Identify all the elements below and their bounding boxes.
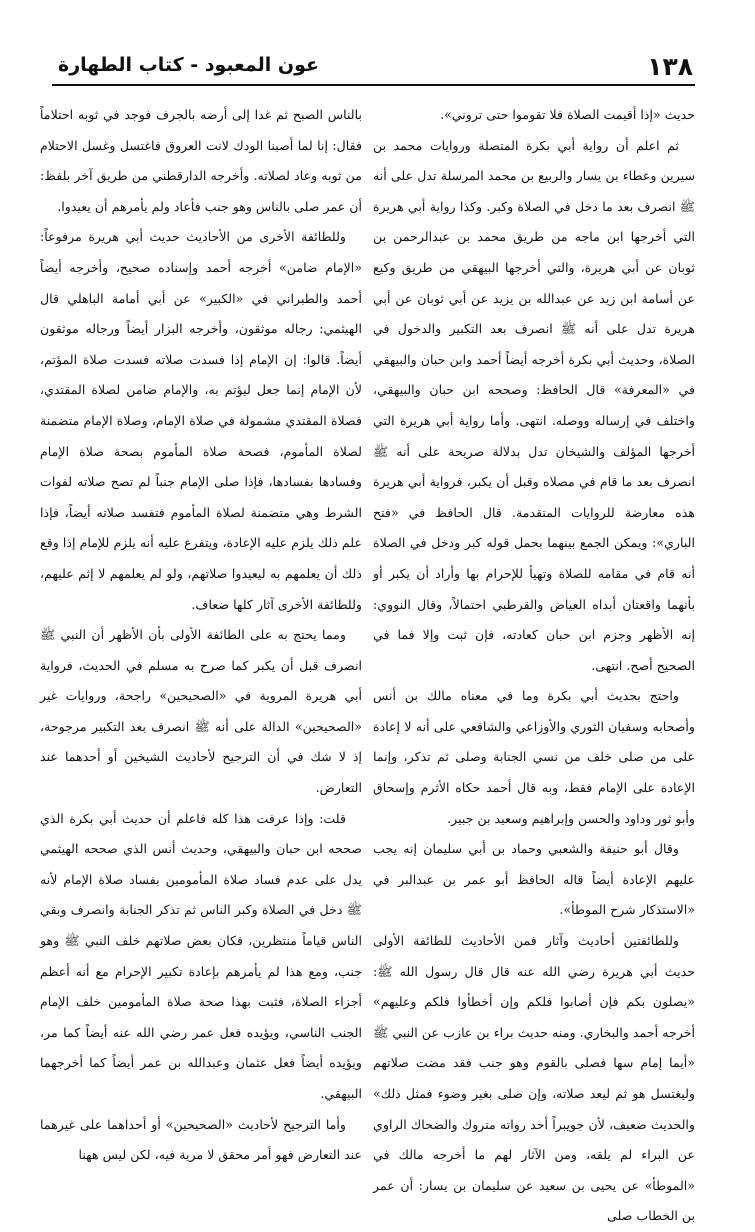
paragraph: ثم اعلم أن رواية أبي بكرة المتصلة وروايات محمد بن سيرين وعطاء بن يسار والربيع بن محمد المرسلة تدل على أنه ﷺ انصرف بعد ما دخل في الصلاة وكبر. وكذا رواية أبي هريرة التي أخرجها ابن ماجه من طريق محمد بن عبدالرحمن بن ثوبان عن أبي هريرة، والتي أخرجها البيهقي من طريق وكيع عن أسامة ابن زيد عن عبدالله بن يزيد عن أبي ثوبان عن أبي هريرة تدل على أنه ﷺ انصرف بعد التكبير والدخول في الصلاة، وحديث أبي بكرة أخرجه أيضاً أحمد وابن حبان والبيهقي في «المعرفة» قال الحافظ: وصححه ابن حبان والبيهقي، واختلف في إرساله ووصله. انتهى. وأما رواية أبي هريرة التي أخرجها المؤلف والشيخان تدل بدلالة صريحة على أنه ﷺ انصرف بعد ما قام في مصلاه وقبل أن يكبر، فرواية أبي هريرة هذه معارضة للروايات المتقدمة. قال الحافظ في «فتح الباري»: ويمكن الجمع بينهما بحمل قوله كبر ودخل في الصلاة أنه قام في مقامه للصلاة وتهيأ للإحرام بها وأراد أن يكبر أو بأنهما واقعتان أبداه العياض والقرطبي احتمالاً، وقال النووي: إنه الأظهر وجزم ابن حبان كعادته، فإن ثبت وإلا فما في الصحيح أصح. انتهى. <box>373 137 695 673</box>
running-title: عون المعبود - كتاب الطهارة <box>58 54 319 76</box>
right-text-column <box>373 100 695 1224</box>
page-number: ١٣٨ <box>647 52 693 81</box>
paragraph: وقال أبو حنيفة والشعبي وحماد بن أبي سليمان إنه يجب عليهم الإعادة أيضاً قاله الحافظ أبو عمر بن عبدالبر في «الاستذكار شرح الموطأ». <box>373 841 695 918</box>
paragraph: وأما الترجيح لأحاديث «الصحيحين» أو أحداهما على غيرهما عند التعارض فهو أمر محقق لا مرية فيه، لكن ليس ههنا <box>40 1116 362 1163</box>
paragraph: واحتج بحديث أبي بكرة وما في معناه مالك بن أنس وأصحابه وسفيان الثوري والأوزاعي والشافعي على أنه لا إعادة على من صلى خلف من نسي الجنابة وصلى ثم تذكر، وإنما الإعادة على الإمام فقط، وبه قال أحمد حكاه الأثرم وإسحاق وأبو ثور وداود والحسن وإبراهيم وسعيد بن جبير. <box>373 688 695 826</box>
paragraph: ومما يحتج به على الطائفة الأولى بأن الأظهر أن النبي ﷺ انصرف قبل أن يكبر كما صرح به مسلم في الحديث، فرواية أبي هريرة المروية في «الصحيحين» راجحة، وروايات غير «الصحيحين» الدالة على أنه ﷺ انصرف بعد التكبير مرجوحة، إذ لا شك في أن الترجيح لأحاديث الشيخين أو أحدهما عند التعارض. <box>40 627 362 796</box>
left-text-column <box>40 100 362 1163</box>
paragraph: قلت: وإذا عرفت هذا كله فاعلم أن حديث أبي بكرة الذي صححه ابن حبان والبيهقي، وحديث أنس الذي صححه الهيثمي يدل على عدم فساد صلاة المأمومين بفساد صلاة الإمام لأنه ﷺ دخل في الصلاة وكبر الناس ثم تذكر الجنابة وانصرف وبقي الناس قياماً منتظرين، فكان بعض صلاتهم خلف النبي ﷺ وهو جنب، ومع هذا لم يأمرهم بإعادة تكبير الإحرام مع أنه أعظم أجزاء الصلاة، فثبت بهذا صحة صلاة المأمومين خلف الإمام الجنب الناسي، ويؤيده فعل عمر رضي الله عنه أيضاً كما مر، ويؤيده أيضاً فعل عثمان وعبدالله بن عمر أيضاً كما أخرجهما البيهقي. <box>40 810 362 1101</box>
paragraph: بالناس الصبح ثم غدا إلى أرضه بالجرف فوجد في ثوبه احتلاماً فقال: إنا لما أصبنا الودك لانت العروق فاغتسل وغسل الاحتلام من ثوبه وعاد لصلاته. وأخرجه الدارقطني من طريق آخر بلفظ: أن عمر صلى بالناس وهو جنب فأعاد ولم يأمرهم أن يعيدوا. <box>40 107 362 214</box>
paragraph: وللطائفة الأخرى من الأحاديث حديث أبي هريرة مرفوعاً: «الإمام ضامن» أخرجه أحمد وإسناده صحيح، وأخرجه أيضاً أحمد والطبراني في «الكبير» عن أبي أمامة الباهلي قال الهيثمي: رجاله موثقون، وأخرجه البزار أيضاً ورجاله موثقون أيضاً. قالوا: إن الإمام إذا فسدت صلاته فسدت صلاة المؤتم، لأن الإمام إنما جعل ليؤتم به، والإمام ضامن لصلاة المقتدي، فصلاة المقتدي مشمولة في صلاة الإمام، وصلاة الإمام متضمنة لصلاة المأموم، فصحة صلاة المأموم بصحة صلاة الإمام وفسادها بفسادها، فإذا صلى الإمام جنباً لم تصح صلاته لفوات الشرط وهي متضمنة لصلاة المأموم فتفسد صلاته أيضاً، فإذا علم ذلك يلزم عليه الإعادة، ويتفرع عليه أنه يلزم للإمام إذا وقع ذلك أن يعلمهم به ليعيدوا صلاتهم، ولو لم يعلمهم لا إثم عليهم، وللطائفة الأخرى آثار كلها ضعاف. <box>40 229 362 612</box>
paragraph: وللطائفتين أحاديث وآثار فمن الأحاديث للطائفة الأولى حديث أبي هريرة رضي الله عنه قال قال رسول الله ﷺ: «يصلون بكم فإن أصابوا فلكم وإن أخطأوا فلكم وعليهم» أخرجه أحمد والبخاري. ومنه حديث براء بن عازب عن النبي ﷺ «أيما إمام سها فصلى بالقوم وهو جنب فقد مضت صلاتهم وليغتسل هو ثم ليعد صلاته، وإن صلى بغير وضوء فمثل ذلك» والحديث ضعيف، لأن جويبراً أحد رواته متروك والضحاك الراوي عن البراء لم يلقه، ومن الآثار لهم ما أخرجه مالك في «الموطأ» عن يحيى بن سعيد عن سليمان بن يسار: أن عمر بن الخطاب صلى <box>373 933 695 1224</box>
page-header <box>52 50 695 86</box>
paragraph: حديث «إذا أقيمت الصلاة فلا تقوموا حتى تروني». <box>440 107 695 122</box>
